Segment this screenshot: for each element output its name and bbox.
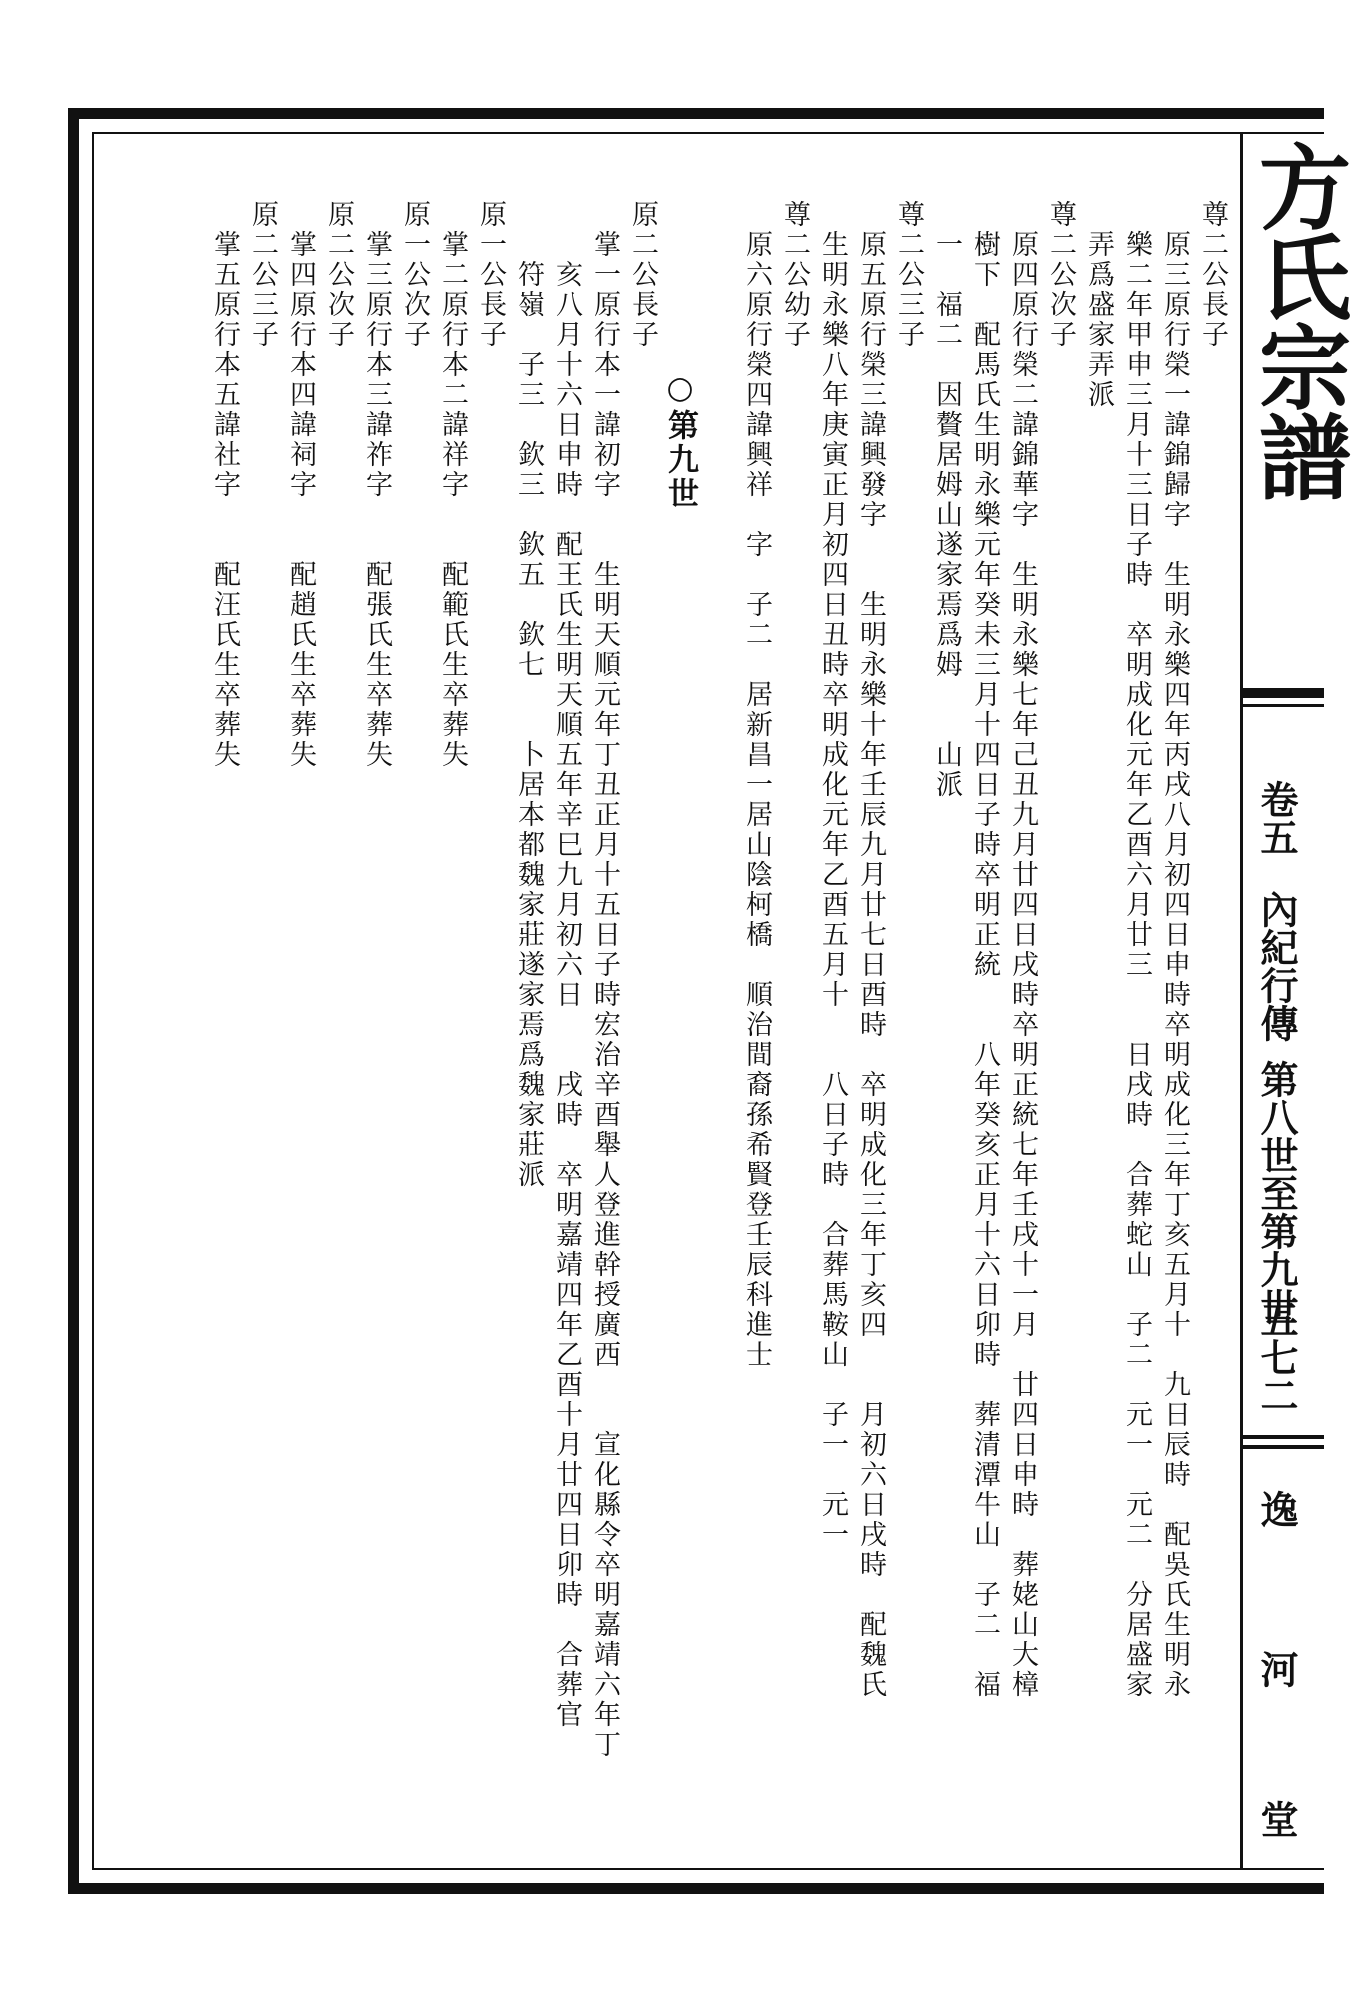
text-column: 樹下 配馬氏生明永樂元年癸未三月十四日子時卒明正統 八年癸亥正月十六日卯時 葬清潭牛山 子二 福 bbox=[969, 200, 1000, 1700]
page-rule bbox=[1242, 1435, 1324, 1439]
page-number: 五七二 bbox=[1254, 1300, 1299, 1414]
text-column: 掌一原行本一諱初字 生明天順元年丁丑正月十五日子時宏治辛酉舉人登進幹授廣西 宣化縣令卒明嘉靖六年丁 bbox=[589, 200, 620, 1760]
text-column: 原四原行榮二諱錦華字 生明永樂七年己丑九月廿四日戌時卒明正統七年壬戌十一月 廿四日申時 葬姥山大樟 bbox=[1007, 200, 1038, 1700]
text-column: 尊二公幼子 bbox=[779, 200, 810, 350]
text-column: 掌四原行本四諱祠字 配趙氏生卒葬失 bbox=[285, 200, 316, 770]
text-column: 亥八月十六日申時 配王氏生明天順五年辛巳九月初六日 戌時 卒明嘉靖四年乙酉十月廿四日卯時 合葬官 bbox=[551, 200, 582, 1730]
hall-name-char-1: 逸 bbox=[1254, 1490, 1299, 1528]
text-column bbox=[701, 200, 735, 230]
text-column: 掌五原行本五諱社字 配汪氏生卒葬失 bbox=[209, 200, 240, 770]
text-column: 尊二公三子 bbox=[893, 200, 924, 350]
spine-divider bbox=[1240, 132, 1243, 1870]
text-column: 弄爲盛家弄派 bbox=[1083, 200, 1114, 410]
text-column: 原三原行榮一諱錦歸字 生明永樂四年丙戌八月初四日申時卒明成化三年丁亥五月十 九日辰時 配吳氏生明永 bbox=[1159, 200, 1190, 1700]
book-title: 方氏宗譜 bbox=[1244, 140, 1352, 500]
text-column: 原五原行榮三諱興發字 生明永樂十年壬辰九月廿七日酉時 卒明成化三年丁亥四 月初六日戌時 配魏氏 bbox=[855, 200, 886, 1700]
text-column: 原二公長子 bbox=[627, 200, 658, 350]
text-column: 原二公次子 bbox=[323, 200, 354, 350]
text-column: 原一公次子 bbox=[399, 200, 430, 350]
text-column: 尊二公長子 bbox=[1197, 200, 1228, 350]
text-column: ○第九世 bbox=[662, 200, 698, 511]
hall-name-char-2: 河 bbox=[1254, 1650, 1299, 1688]
text-column: 原一公長子 bbox=[475, 200, 506, 350]
page-rule-2 bbox=[1242, 1445, 1324, 1449]
title-rule-thin bbox=[1242, 704, 1324, 707]
section-label: 內紀行傳 bbox=[1254, 890, 1299, 1042]
text-column: 一 福二 因贅居姆山遂家焉爲姆 山派 bbox=[931, 200, 962, 800]
text-column: 生明永樂八年庚寅正月初四日丑時卒明成化元年乙酉五月十 八日子時 合葬馬鞍山 子一 元一 bbox=[817, 200, 848, 1550]
hall-name-char-3: 堂 bbox=[1254, 1800, 1299, 1838]
volume-label: 卷五 bbox=[1254, 780, 1299, 856]
text-column: 掌二原行本二諱祥字 配範氏生卒葬失 bbox=[437, 200, 468, 770]
text-column: 原二公三子 bbox=[247, 200, 278, 350]
generation-range: 第八世至第九世 bbox=[1254, 1060, 1299, 1326]
text-column: 尊二公次子 bbox=[1045, 200, 1076, 350]
text-column: 符嶺 子三 欽三 欽五 欽七 卜居本都魏家莊遂家焉爲魏家莊派 bbox=[513, 200, 544, 1190]
title-rule bbox=[1242, 688, 1324, 698]
text-column: 掌三原行本三諱祚字 配張氏生卒葬失 bbox=[361, 200, 392, 770]
text-column: 原六原行榮四諱興祥 字 子二 居新昌一居山陰柯橋 順治間裔孫希賢登壬辰科進士 bbox=[741, 200, 772, 1370]
text-column: 樂二年甲申三月十三日子時 卒明成化元年乙酉六月廿三 日戌時 合葬蛇山 子二 元一 元二 分居盛家 bbox=[1121, 200, 1152, 1700]
